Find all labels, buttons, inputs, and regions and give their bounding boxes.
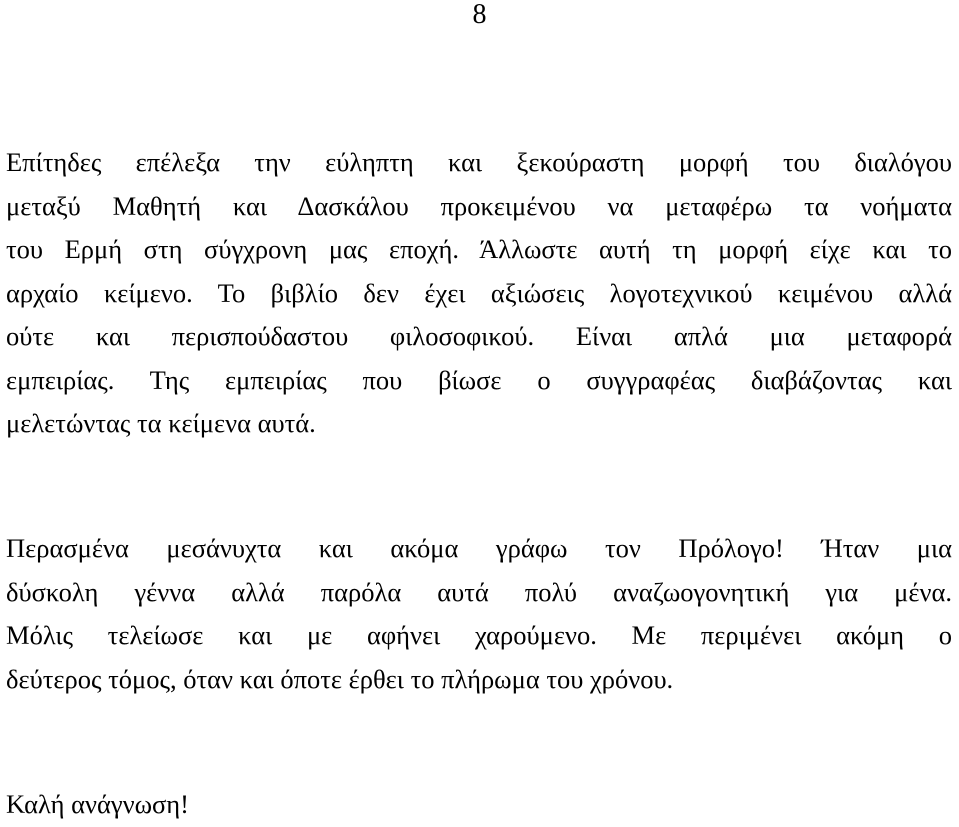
text-line: μεταξύ Μαθητή και Δασκάλου προκειμένου να μεταφέρω τα νοήματα: [6, 190, 952, 221]
text-line: αρχαίο κείμενο. Το βιβλίο δεν έχει αξιώσεις λογοτεχνικού κειμένου αλλά: [6, 277, 952, 308]
text-line: μελετώντας τα κείμενα αυτά.: [6, 408, 316, 438]
text-line: Μόλις τελείωσε και με αφήνει χαρούμενο. Με περιμένει ακόμη ο: [6, 620, 952, 650]
text-line: του Ερμή στη σύγχρονη μας εποχή. Άλλωστε αυτή τη μορφή είχε και το: [6, 234, 952, 264]
page-number: 8: [472, 0, 487, 30]
paragraph-intro: [6, 141, 952, 446]
text-line: Καλή ανάγνωση!: [6, 789, 189, 819]
text-line: Περασμένα μεσάνυχτα και ακόμα γράφω τον Πρόλογο! Ήταν μια: [6, 533, 952, 563]
text-line: Επίτηδες επέλεξα την εύληπτη και ξεκούραστη μορφή του διαλόγου: [6, 147, 952, 177]
text-line: δύσκολη γέννα αλλά παρόλα αυτά πολύ αναζωογονητική για μένα.: [6, 576, 952, 607]
text-line: δεύτερος τόμος, όταν και όποτε έρθει το πλήρωμα του χρόνου.: [6, 663, 674, 694]
text-line: εμπειρίας. Της εμπειρίας που βίωσε ο συγγραφέας διαβάζοντας και: [6, 364, 952, 395]
paragraph-closing: [6, 527, 952, 701]
paragraph-signoff: [6, 783, 952, 827]
text-line: ούτε και περισπούδαστου φιλοσοφικού. Είναι απλά μια μεταφορά: [6, 321, 952, 351]
